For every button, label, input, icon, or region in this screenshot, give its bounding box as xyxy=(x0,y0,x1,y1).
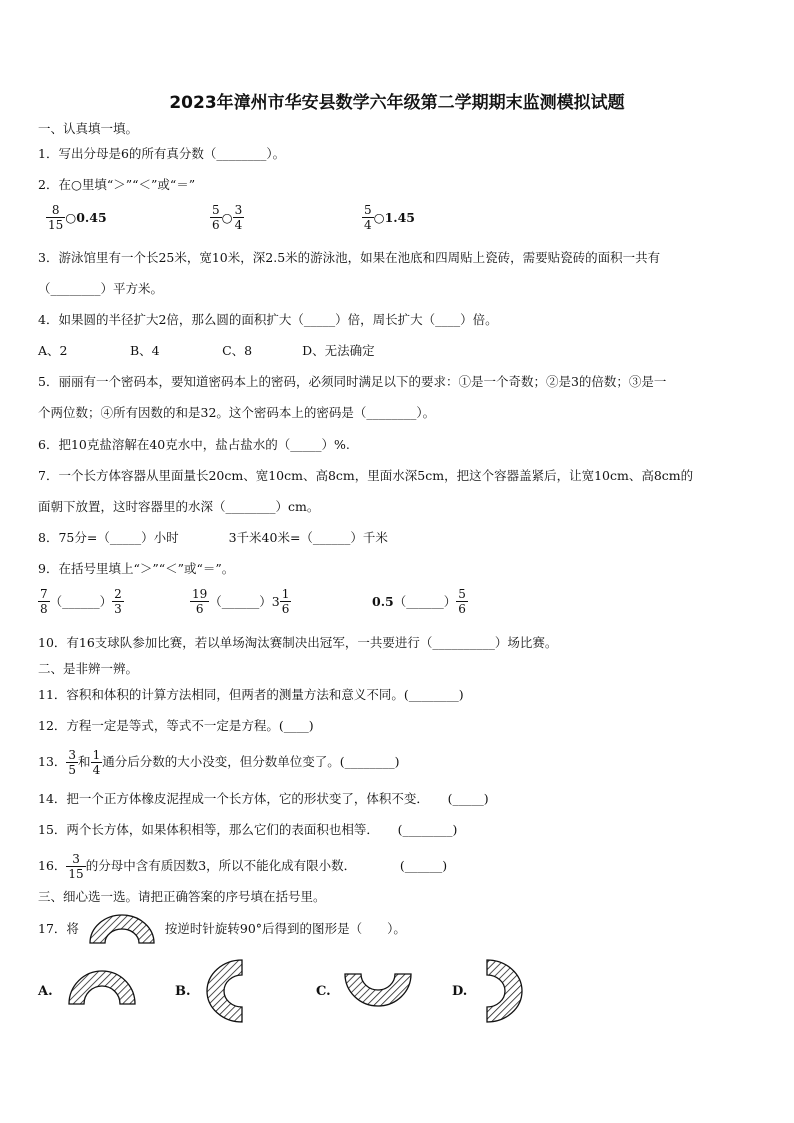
question-5-line-1: 5．丽丽有一个密码本，要知道密码本上的密码，必须同时满足以下的要求：①是一个奇数；②是3的倍数；③是一 xyxy=(38,374,667,389)
option-b-label[interactable]: B. xyxy=(175,984,191,999)
question-12: 12．方程一定是等式，等式不一定是方程。(____) xyxy=(38,718,314,733)
fraction: $\frac{1}{4}$ xyxy=(92,747,101,777)
question-10: 10．有16支球队参加比赛，若以单场淘汰赛制决出冠军，一共要进行（__________）场比赛。 xyxy=(38,635,558,650)
fraction: $\frac{8}{15}$ xyxy=(48,203,64,232)
option-b-figure[interactable] xyxy=(205,958,245,1024)
question-5-line-2: 个两位数；④所有因数的和是32。这个密码本上的密码是（________）。 xyxy=(38,405,436,420)
question-15: 15．两个长方体，如果体积相等，那么它们的表面积也相等． (________) xyxy=(38,822,458,837)
q9-item-b xyxy=(190,587,291,616)
fraction: $\frac{19}{6}$ xyxy=(192,587,208,616)
fraction: $\frac{3}{4}$ xyxy=(234,203,243,232)
semicircle-ring-figure xyxy=(87,913,157,945)
answer-blank[interactable]: （______） xyxy=(393,593,457,609)
q9-item-a xyxy=(38,587,124,616)
question-2-items xyxy=(38,203,764,239)
page-title: 2023年漳州市华安县数学六年级第二学期期末监测模拟试题 xyxy=(169,93,625,113)
question-9-items xyxy=(38,587,764,623)
question-4: 4．如果圆的半径扩大2倍，那么圆的面积扩大（_____）倍，周长扩大（____）倍。 xyxy=(38,312,498,327)
section-3-heading: 三、细心选一选。请把正确答案的序号填在括号里。 xyxy=(38,889,326,904)
question-9: 9．在括号里填上“＞”“＜”或“＝”。 xyxy=(38,561,235,576)
fraction: $\frac{3}{5}$ xyxy=(68,747,77,777)
section-1-heading: 一、认真填一填。 xyxy=(38,121,139,136)
question-17: 17．将 按逆时针旋转90°后得到的图形是（ ）。 xyxy=(38,912,764,946)
question-6: 6．把10克盐溶解在40克水中，盐占盐水的（_____）%. xyxy=(38,437,350,452)
question-3-line-2: （________）平方米。 xyxy=(38,281,164,296)
question-7-line-1: 7．一个长方体容器从里面量长20cm、宽10cm、高8cm，里面水深5cm，把这个容器盖紧后，让宽10cm、高8cm的 xyxy=(38,468,694,483)
option-d-figure[interactable] xyxy=(484,958,524,1024)
q2-item-b: $\frac{5}{6}$ ○ $\frac{3}{4}$ xyxy=(212,203,243,232)
fraction: $\frac{2}{3}$ xyxy=(114,587,122,616)
q2-item-a: $\frac{8}{15}$ ○ 0.45 xyxy=(48,203,107,232)
fraction: $\frac{3}{15}$ xyxy=(68,851,84,881)
q2-item-c: $\frac{5}{4}$ ○ 1.45 xyxy=(364,203,416,232)
option-c-label[interactable]: C. xyxy=(316,984,331,999)
option-a-figure[interactable] xyxy=(66,968,138,1006)
mixed-number: 3 $\frac{1}{6}$ xyxy=(271,587,290,616)
fraction: $\frac{5}{6}$ xyxy=(458,587,466,616)
option-d-label[interactable]: D. xyxy=(452,984,468,999)
answer-blank[interactable]: （______） xyxy=(209,593,272,609)
question-11: 11．容积和体积的计算方法相同，但两者的测量方法和意义不同。(________) xyxy=(38,687,464,702)
question-8: 8．75分=（_____）小时 3千米40米=（______）千米 xyxy=(38,530,388,545)
question-14: 14．把一个正方体橡皮泥捏成一个长方体，它的形状变了，体积不变． (_____) xyxy=(38,791,489,806)
question-7-line-2: 面朝下放置，这时容器里的水深（________）cm。 xyxy=(38,499,320,514)
option-a-label[interactable]: A. xyxy=(38,984,53,999)
question-3-line-1: 3．游泳馆里有一个长25米，宽10米，深2.5米的游泳池，如果在池底和四周贴上瓷砖，需要贴瓷砖的面积一共有 xyxy=(38,250,661,265)
fraction: $\frac{5}{4}$ xyxy=(364,203,372,232)
question-13: 13． $\frac{3}{5}$ 和 $\frac{1}{4}$ 通分后分数的大小没变，但分数单位变了。(________) xyxy=(38,747,400,777)
question-2: 2．在○里填“＞”“＜”或“＝” xyxy=(38,177,196,192)
answer-blank[interactable]: （______） xyxy=(49,593,113,609)
q9-item-c: 0.5 （______） $\frac{5}{6}$ xyxy=(372,587,466,616)
question-1: 1．写出分母是6的所有真分数（________）。 xyxy=(38,146,286,161)
option-c-figure[interactable] xyxy=(343,972,413,1008)
question-4-options: A、2 B、4 C、8 D、无法确定 xyxy=(38,343,375,358)
fraction: $\frac{5}{6}$ xyxy=(212,203,220,232)
section-2-heading: 二、是非辨一辨。 xyxy=(38,661,139,676)
fraction: $\frac{7}{8}$ xyxy=(40,587,48,616)
question-16: 16． $\frac{3}{15}$ 的分母中含有质因数3，所以不能化成有限小数． (______) xyxy=(38,851,448,881)
